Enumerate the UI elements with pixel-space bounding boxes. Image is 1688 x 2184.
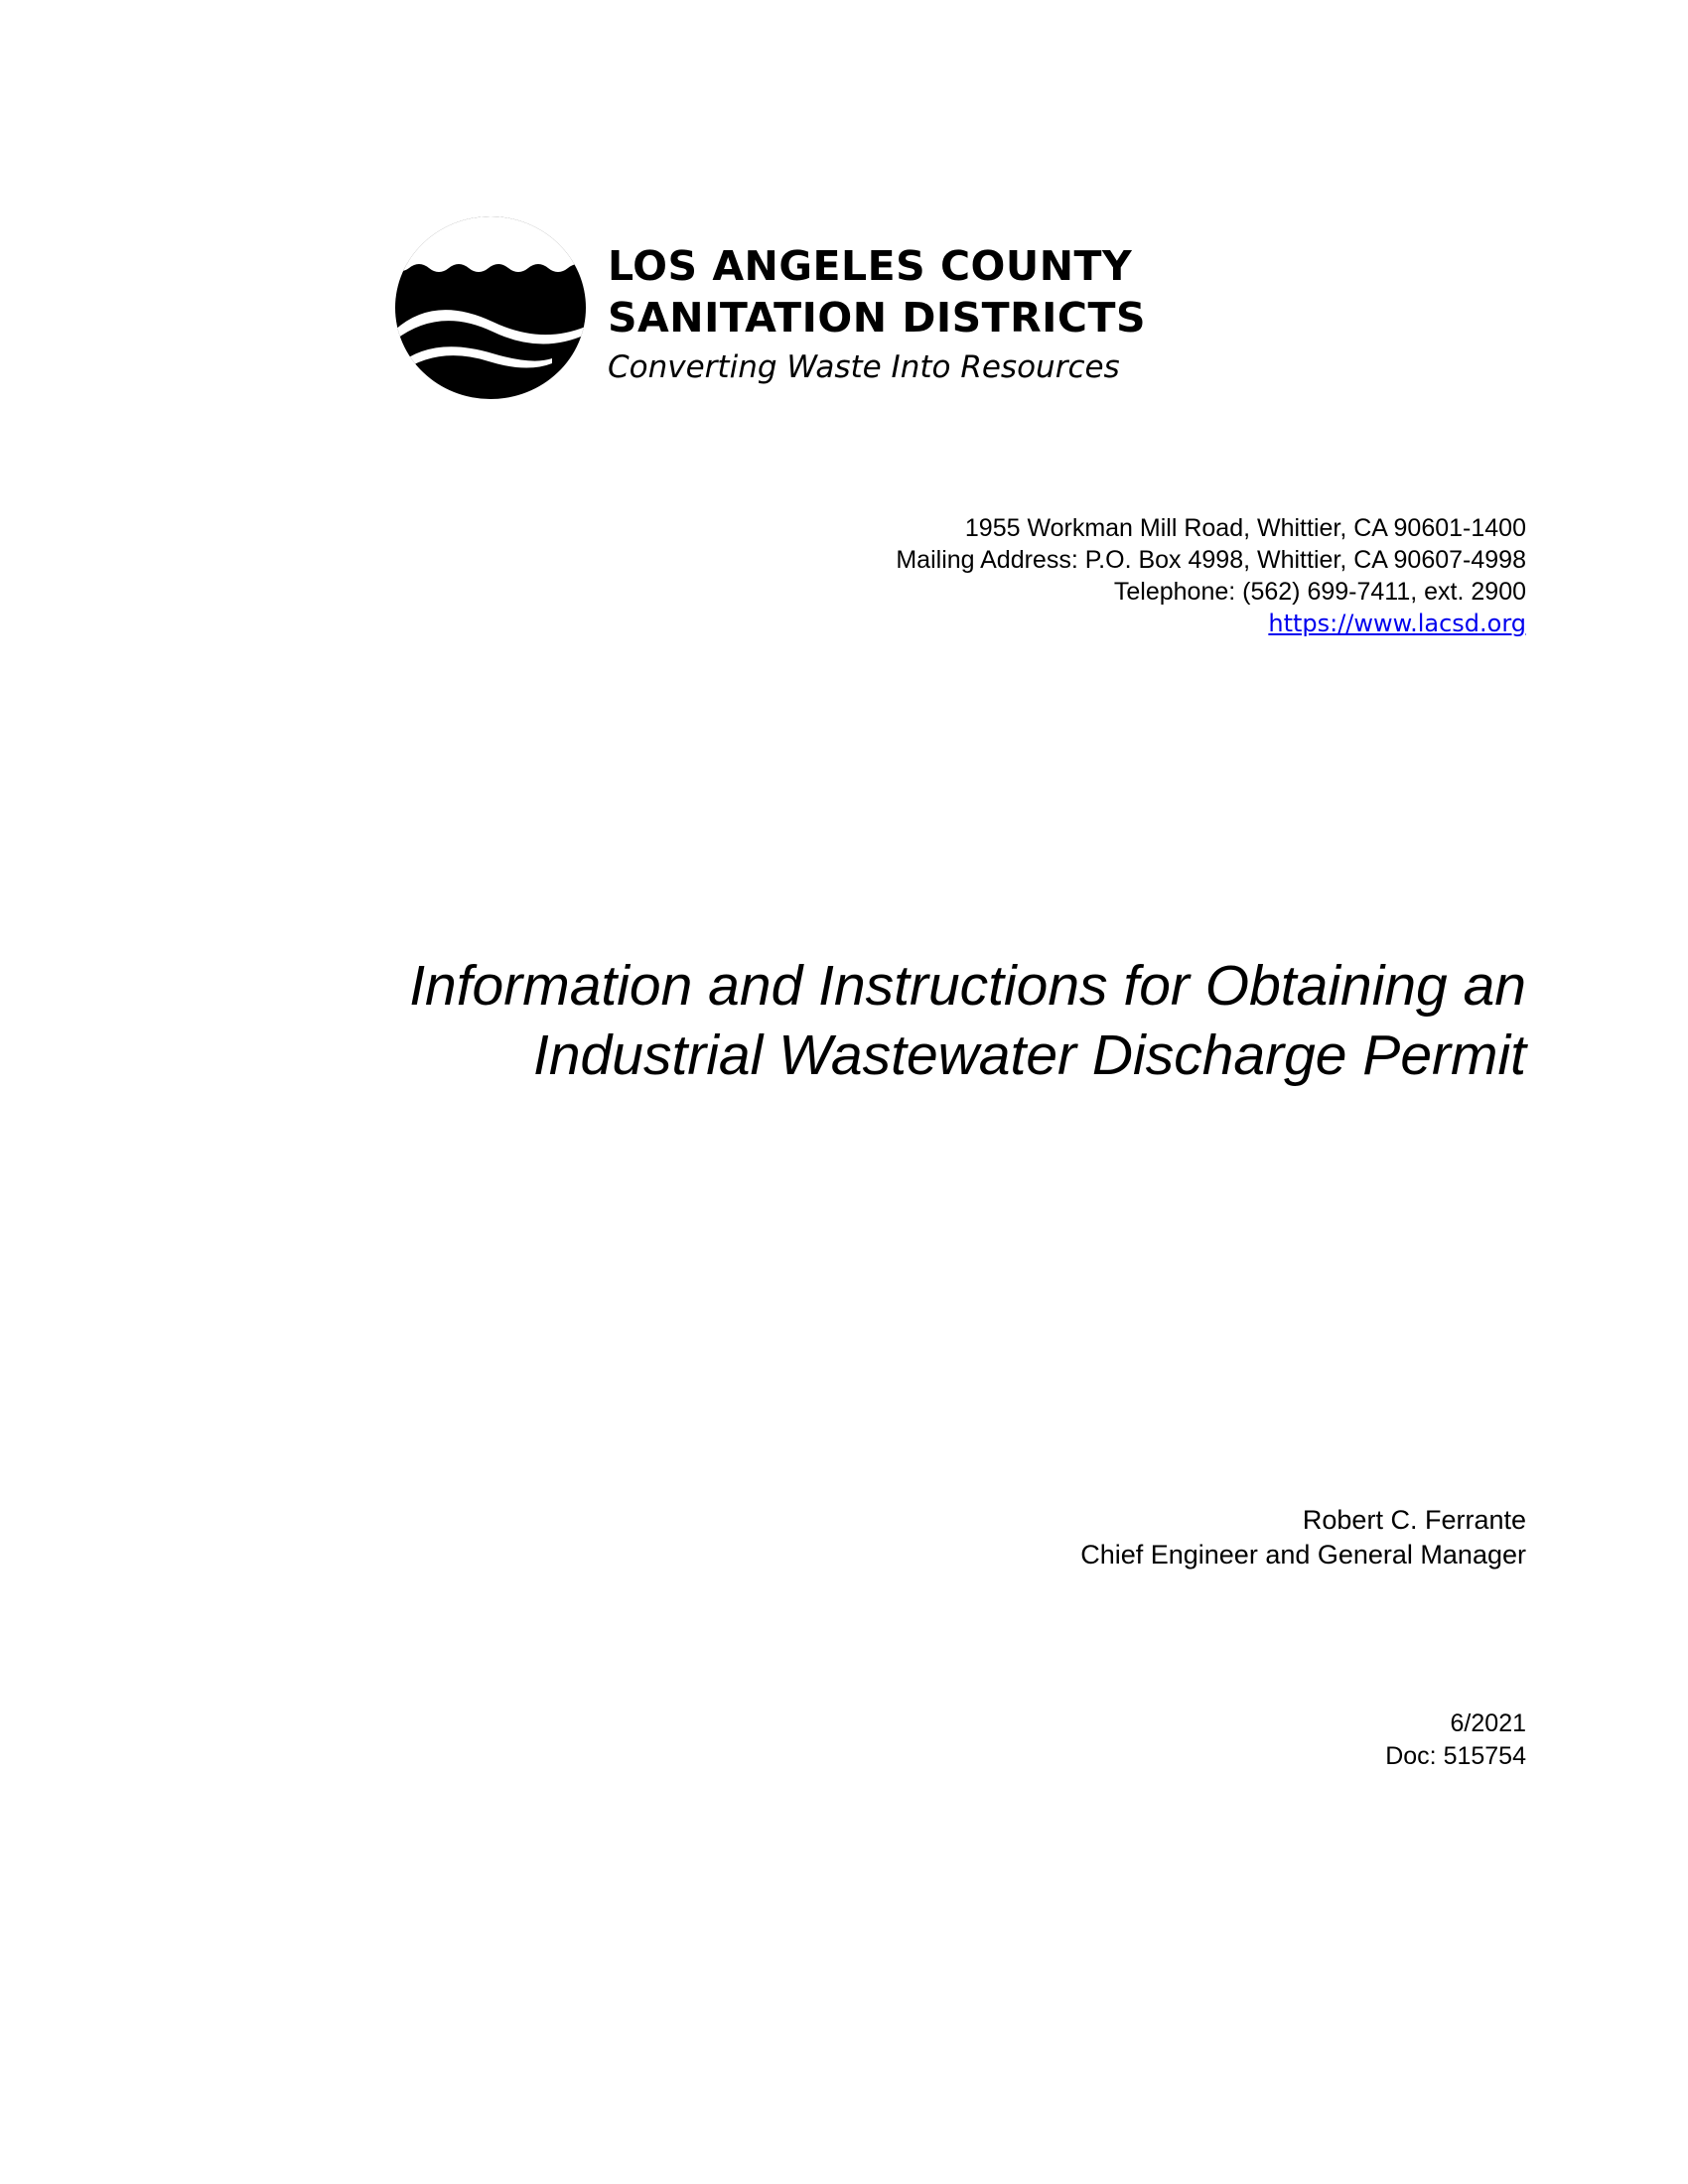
- signatory-block: [1080, 1503, 1526, 1572]
- street-address: 1955 Workman Mill Road, Whittier, CA 90601-1400: [964, 514, 1526, 542]
- document-footer: [1385, 1707, 1526, 1773]
- title-line1: Information and Instructions for Obtaining an: [409, 954, 1526, 1018]
- document-title: [409, 951, 1526, 1090]
- telephone: Telephone: (562) 699-7411, ext. 2900: [1113, 578, 1526, 606]
- address-block: [896, 512, 1526, 639]
- tagline: Converting Waste Into Resources: [608, 349, 1120, 385]
- org-name-line1: LOS ANGELES COUNTY: [608, 242, 1133, 290]
- signatory-name: Robert C. Ferrante: [1302, 1505, 1526, 1535]
- website-link[interactable]: https://www.lacsd.org: [1268, 610, 1526, 637]
- document-date: 6/2021: [1450, 1709, 1526, 1737]
- org-name-line2: SANITATION DISTRICTS: [608, 294, 1147, 341]
- mailing-address: Mailing Address: P.O. Box 4998, Whittier, CA 90607-4998: [896, 546, 1526, 574]
- logo-icon: [393, 214, 588, 401]
- document-number: Doc: 515754: [1385, 1742, 1526, 1770]
- signatory-position: Chief Engineer and General Manager: [1080, 1540, 1526, 1570]
- title-line2: Industrial Wastewater Discharge Permit: [533, 1024, 1526, 1087]
